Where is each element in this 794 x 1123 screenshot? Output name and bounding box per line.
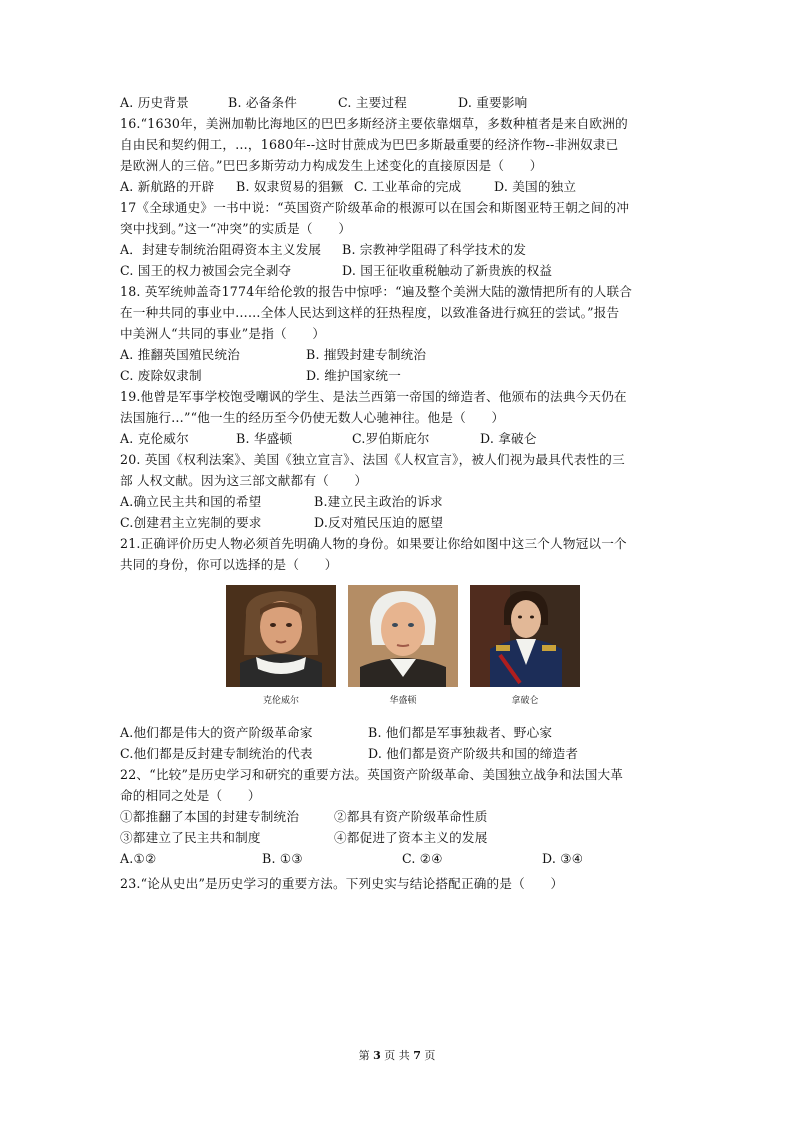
option-d: D. ③④ — [542, 851, 584, 866]
q20-text-2: 部 人权文献。因为这三部文献都有（ ） — [120, 473, 368, 488]
q23-text-1: 23.“论从史出”是历史学习的重要方法。下列史实与结论搭配正确的是（ ） — [120, 876, 564, 891]
q16-text-2: 自由民和契约佣工，…，1680年--这时甘蔗成为巴巴多斯最重要的经济作物--非洲奴隶已 — [120, 137, 619, 152]
caption-washington: 华盛顿 — [389, 696, 417, 706]
option-d: D. 拿破仑 — [480, 431, 537, 446]
option-c: C. 废除奴隶制 — [120, 368, 202, 383]
option-a: A.确立民主共和国的希望 — [120, 494, 262, 509]
option-b: B. 摧毁封建专制统治 — [306, 347, 427, 362]
option-d: D. 重要影响 — [458, 95, 528, 110]
option-d: D.反对殖民压迫的愿望 — [314, 515, 444, 530]
option-b: B. 他们都是军事独裁者、野心家 — [368, 725, 553, 740]
q21-options-2 — [120, 743, 680, 764]
footer-suffix: 页 — [424, 1049, 436, 1062]
q15-options — [120, 92, 680, 113]
caption-cromwell: 克伦威尔 — [262, 696, 299, 706]
option-d: D. 他们都是资产阶级共和国的缔造者 — [368, 746, 579, 761]
footer-current-page: 3 — [373, 1049, 381, 1062]
option-a: A. 克伦威尔 — [120, 431, 189, 446]
option-c: C. 国王的权力被国会完全剥夺 — [120, 263, 292, 278]
q22-text-1: 22、“比较”是历史学习和研究的重要方法。英国资产阶级革命、美国独立战争和法国大革 — [120, 767, 624, 782]
footer-prefix: 第 — [358, 1049, 370, 1062]
q17-text-2: 突中找到。”这一“冲突”的实质是（ ） — [120, 221, 352, 236]
q17-options-1 — [120, 239, 680, 260]
portrait-washington — [348, 585, 458, 687]
caption-napoleon: 拿破仑 — [511, 696, 539, 706]
q17-text-1: 17《全球通史》一书中说：“英国资产阶级革命的根源可以在国会和斯图亚特王朝之间的冲 — [120, 200, 630, 215]
option-d: D. 维护国家统一 — [306, 368, 402, 383]
statement-3: ③都建立了民主共和制度 — [120, 830, 261, 845]
option-c: C.他们都是反封建专制统治的代表 — [120, 746, 313, 761]
q21-text-2: 共同的身份，你可以选择的是（ ） — [120, 557, 338, 572]
q19-text-2: 法国施行…”“他一生的经历至今仍使无数人心驰神往。他是（ ） — [120, 410, 505, 425]
option-a: A. 新航路的开辟 — [120, 179, 215, 194]
q19-text-1: 19.他曾是军事学校饱受嘲讽的学生、是法兰西第一帝国的缔造者、他颁布的法典今天仍在 — [120, 389, 627, 404]
option-c: C. ②④ — [402, 851, 443, 866]
page-footer — [0, 1047, 794, 1063]
option-b: B.建立民主政治的诉求 — [314, 494, 443, 509]
option-a: A. 推翻英国殖民统治 — [120, 347, 241, 362]
q16-text-1: 16.“1630年，美洲加勒比海地区的巴巴多斯经济主要依靠烟草，多数种植者是来自欧洲的 — [120, 116, 628, 131]
q22-statements-1 — [120, 806, 680, 827]
q21-text-1: 21.正确评价历史人物必须首先明确人物的身份。如果要让你给如图中这三个人物冠以一个 — [120, 536, 627, 551]
option-d: D. 国王征收重税触动了新贵族的权益 — [342, 263, 553, 278]
statement-2: ②都具有资产阶级革命性质 — [334, 809, 488, 824]
statement-4: ④都促进了资本主义的发展 — [334, 830, 488, 845]
option-b: B. 华盛顿 — [236, 431, 293, 446]
option-b: B. 奴隶贸易的猖獗 — [236, 179, 344, 194]
option-b: B. ①③ — [262, 851, 303, 866]
q18-text-3: 中美洲人“共同的事业”是指（ ） — [120, 326, 326, 341]
portrait-napoleon — [470, 585, 580, 687]
option-b: B. 必备条件 — [228, 95, 298, 110]
q16-text-3: 是欧洲人的三倍。”巴巴多斯劳动力构成发生上述变化的直接原因是（ ） — [120, 158, 543, 173]
footer-total-pages: 7 — [413, 1049, 421, 1062]
q22-text-2: 命的相同之处是（ ） — [120, 788, 261, 803]
q18-text-1: 18. 英军统帅盖奇1774年给伦敦的报告中惊呼：“遍及整个美洲大陆的激情把所有的人联合 — [120, 284, 633, 299]
q18-text-2: 在一种共同的事业中……全体人民达到这样的狂热程度，以致准备进行疯狂的尝试。”报告 — [120, 305, 620, 320]
q20-options-2 — [120, 512, 680, 533]
option-c: C. 主要过程 — [338, 95, 407, 110]
q22-options — [120, 848, 680, 869]
q21-options-1 — [120, 722, 680, 743]
q20-options-1 — [120, 491, 680, 512]
q22-statements-2 — [120, 827, 680, 848]
option-c: C. 工业革命的完成 — [354, 179, 462, 194]
option-c: C.罗伯斯庇尔 — [352, 431, 430, 446]
footer-middle: 页 共 — [384, 1049, 410, 1062]
option-b: B. 宗教神学阻碍了科学技术的发 — [342, 242, 527, 257]
option-a: A.他们都是伟大的资产阶级革命家 — [120, 725, 313, 740]
option-a: A.①② — [120, 851, 157, 866]
q17-options-2 — [120, 260, 680, 281]
q18-options-1 — [120, 344, 680, 365]
q20-text-1: 20. 英国《权利法案》、美国《独立宣言》、法国《人权宣言》，被人们视为最具代表性的三 — [120, 452, 625, 467]
option-c: C.创建君主立宪制的要求 — [120, 515, 262, 530]
q16-options — [120, 176, 680, 197]
portrait-cromwell — [226, 585, 336, 687]
q18-options-2 — [120, 365, 680, 386]
portraits-figure — [226, 585, 596, 710]
option-a: A. 历史背景 — [120, 95, 189, 110]
q19-options — [120, 428, 680, 449]
option-d: D. 美国的独立 — [494, 179, 577, 194]
option-a: A．封建专制统治阻碍资本主义发展 — [120, 242, 322, 257]
statement-1: ①都推翻了本国的封建专制统治 — [120, 809, 300, 824]
